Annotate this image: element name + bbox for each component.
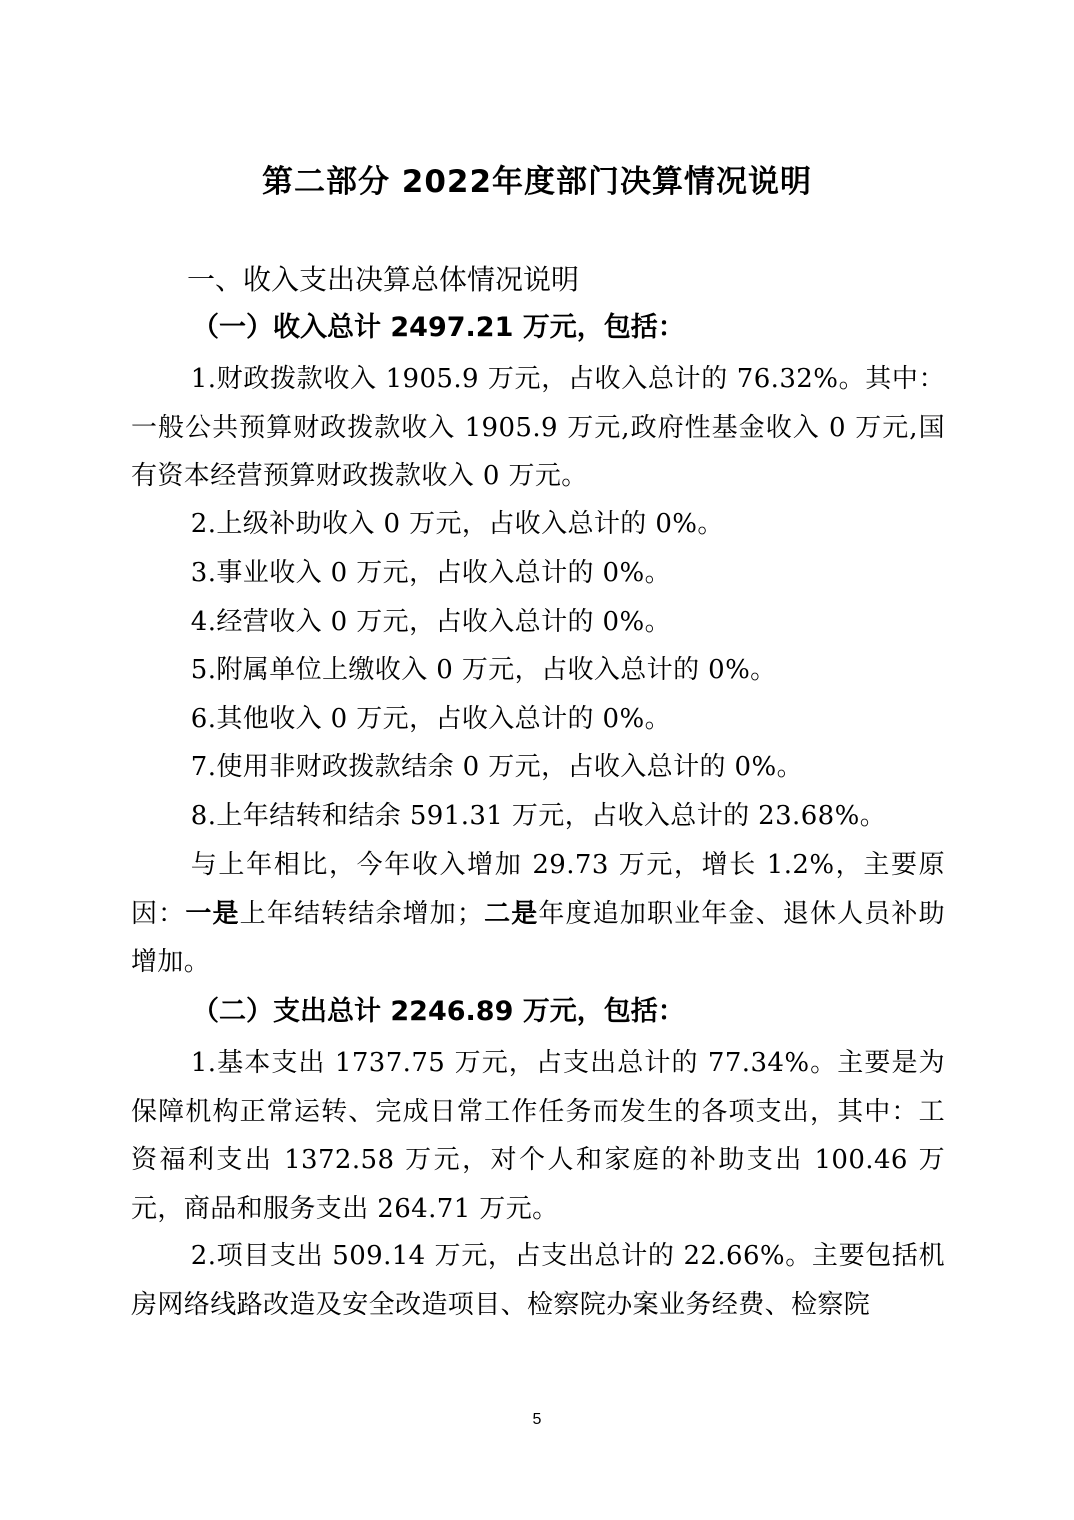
income-item-4: 4.经营收入 0 万元，占收入总计的 0%。: [190, 607, 671, 637]
reason-second-text: 年度追加职业年金、退休人员补助增加。: [131, 898, 945, 977]
expense-item-1: 1.基本支出 1737.75 万元，占支出总计的 77.34%。主要是为保障机构正常运转、完成日常工作任务而发生的各项支出，其中：工资福利支出 1372.58 万元，对个人和家庭的补助支出 100.46 万元，商品和服务支出 264.71 万元。: [131, 1048, 945, 1224]
income-item-1: 1.财政拨款收入 1905.9 万元，占收入总计的 76.32%。其中：一般公共预算财政拨款收入 1905.9 万元,政府性基金收入 0 万元,国有资本经营预算财政拨款收入 0 万元。: [131, 364, 945, 491]
income-item-8: 8.上年结转和结余 591.31 万元，占收入总计的 23.68%。: [190, 801, 887, 831]
reason-first-label: 一是: [185, 898, 240, 929]
income-item-3: 3.事业收入 0 万元，占收入总计的 0%。: [190, 558, 671, 588]
reason-first-text: 上年结转结余增加；: [239, 898, 484, 929]
income-item-2: 2.上级补助收入 0 万元，占收入总计的 0%。: [190, 509, 724, 539]
income-item-6: 6.其他收入 0 万元，占收入总计的 0%。: [190, 704, 671, 734]
page-number: 5: [532, 1411, 542, 1428]
income-item-5: 5.附属单位上缴收入 0 万元，占收入总计的 0%。: [190, 655, 777, 685]
income-item-7: 7.使用非财政拨款结余 0 万元，占收入总计的 0%。: [190, 752, 803, 782]
income-heading: （一）收入总计 2497.21 万元，包括：: [192, 312, 685, 343]
expense-heading: （二）支出总计 2246.89 万元，包括：: [192, 996, 685, 1027]
section-heading: 一、收入支出决算总体情况说明: [187, 263, 580, 296]
page-title: 第二部分 2022年度部门决算情况说明: [261, 164, 813, 200]
reason-second-label: 二是: [483, 898, 539, 929]
income-comparison: [131, 841, 945, 987]
expense-item-2: 2.项目支出 509.14 万元，占支出总计的 22.66%。主要包括机房网络线路改造及安全改造项目、检察院办案业务经费、检察院: [131, 1241, 945, 1320]
comparison-intro: 与上年相比，今年收入增加 29.73 万元，增长 1.2%，主要原因：: [131, 850, 945, 929]
